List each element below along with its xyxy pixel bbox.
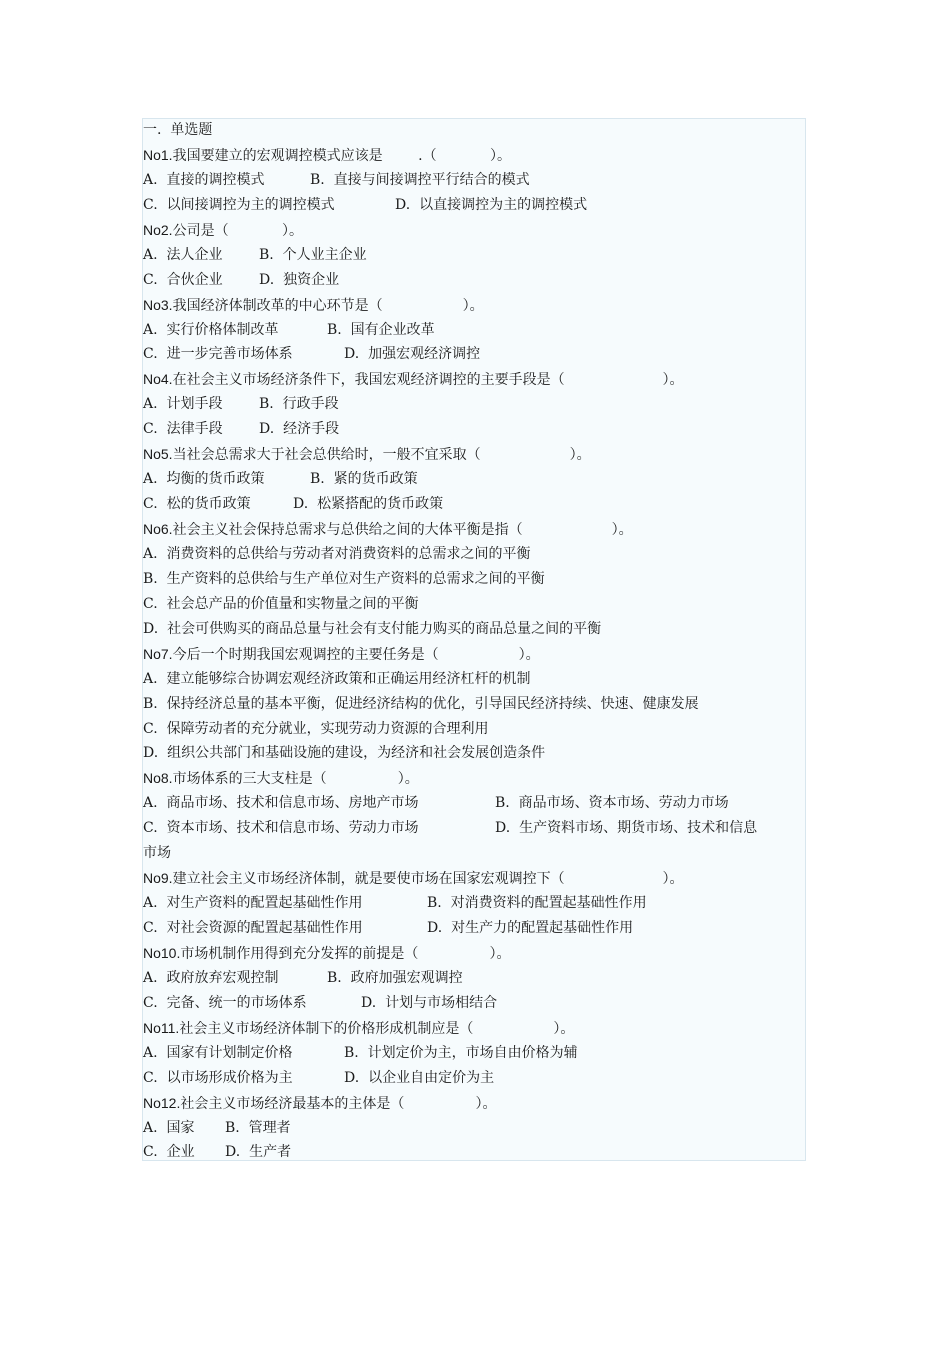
question-number: No3. [143,296,173,313]
option-row [143,392,803,417]
answer-option[interactable]: B. 个人业主企业 [259,246,367,263]
option-row [143,467,803,492]
question-text: 市场机制作用得到充分发挥的前提是（ ）。 [180,945,511,962]
answer-option[interactable]: D. 独资企业 [259,271,340,288]
question-number: No1. [143,146,173,163]
answer-option[interactable]: D. 松紧搭配的货币政策 [293,496,444,513]
answer-option[interactable]: D. 以直接调控为主的调控模式 [395,196,588,213]
answer-option[interactable]: C. 松的货币政策 [143,496,251,513]
answer-option[interactable]: D. 社会可供购买的商品总量与社会有支付能力购买的商品总量之间的平衡 [143,620,602,637]
option-row [143,692,803,717]
answer-option[interactable]: 市场 [143,845,171,862]
answer-option[interactable]: A. 国家 [143,1119,195,1136]
answer-option[interactable]: C. 以市场形成价格为主 [143,1069,293,1086]
answer-option[interactable]: B. 紧的货币政策 [310,471,418,488]
answer-option[interactable]: A. 政府放弃宏观控制 [143,969,279,986]
option-row [143,592,803,617]
option-row [143,542,803,567]
option-row [143,966,803,991]
question-number: No6. [143,521,173,537]
question-stem [143,1016,803,1041]
answer-option[interactable]: B. 直接与间接调控平行结合的模式 [310,171,530,188]
question-text: 公司是（ ）。 [172,222,303,239]
answer-option[interactable]: A. 法人企业 [143,246,223,263]
option-row [143,916,803,941]
question-stem [143,367,803,392]
answer-option[interactable]: D. 以企业自由定价为主 [344,1069,495,1086]
answer-option[interactable]: D. 生产资料市场、期货市场、技术和信息 [495,820,758,837]
answer-option[interactable]: C. 保障劳动者的充分就业，实现劳动力资源的合理利用 [143,720,489,737]
answer-option[interactable]: B. 国有企业改革 [327,321,435,338]
answer-option[interactable]: B. 商品市场、资本市场、劳动力市场 [495,795,729,812]
option-row [143,168,803,193]
answer-option[interactable]: B. 保持经济总量的基本平衡，促进经济结构的优化，引导国民经济持续、快速、健康发展 [143,695,699,712]
option-row [143,1116,803,1141]
question-text: 社会主义社会保持总需求与总供给之间的大体平衡是指（ ）。 [172,522,633,538]
answer-option[interactable]: B. 对消费资料的配置起基础性作用 [427,895,647,912]
question-stem [143,941,803,966]
answer-option[interactable]: C. 资本市场、技术和信息市场、劳动力市场 [143,820,419,837]
answer-option[interactable]: A. 建立能够综合协调宏观经济政策和正确运用经济杠杆的机制 [143,670,531,687]
option-row [143,617,803,642]
answer-option[interactable]: A. 国家有计划制定价格 [143,1044,293,1061]
answer-option[interactable]: C. 企业 [143,1144,195,1161]
question-number: No9. [143,870,173,887]
answer-option[interactable]: C. 进一步完善市场体系 [143,346,293,363]
question-number: No8. [143,770,173,787]
answer-option[interactable]: D. 组织公共部门和基础设施的建设，为经济和社会发展创造条件 [143,745,546,762]
answer-option[interactable]: B. 计划定价为主，市场自由价格为辅 [344,1044,578,1061]
answer-option[interactable]: D. 对生产力的配置起基础性作用 [427,920,634,936]
question-stem [143,143,803,168]
answer-option[interactable]: C. 法律手段 [143,421,223,438]
answer-option[interactable]: C. 社会总产品的价值量和实物量之间的平衡 [143,595,419,612]
question-number: No5. [143,446,173,463]
question-number: No11. [143,1019,180,1036]
option-row [143,717,803,742]
question-text: 在社会主义市场经济条件下，我国宏观经济调控的主要手段是（ ）。 [172,372,684,389]
answer-option[interactable]: B. 行政手段 [259,396,339,413]
answer-option[interactable]: C. 合伙企业 [143,271,223,288]
option-row [143,342,803,367]
question-number: No7. [143,645,173,662]
question-stem [143,293,803,318]
option-row [143,841,803,866]
answer-option[interactable]: A. 直接的调控模式 [143,171,265,188]
question-number: No4. [143,371,173,388]
question-stem [143,866,803,891]
option-row [143,791,803,816]
question-stem [143,766,803,791]
answer-option[interactable]: C. 完备、统一的市场体系 [143,994,307,1011]
option-row [143,492,803,517]
option-row [143,1041,803,1066]
question-text: 我国要建立的宏观调控模式应该是 .（ ）。 [172,147,512,164]
answer-option[interactable]: D. 加强宏观经济调控 [344,346,481,363]
question-stem [143,517,803,542]
answer-option[interactable]: A. 消费资料的总供给与劳动者对消费资料的总需求之间的平衡 [143,545,531,562]
question-number: No12. [143,1094,181,1111]
option-row [143,816,803,841]
answer-option[interactable]: A. 计划手段 [143,396,223,413]
option-row [143,1140,803,1165]
answer-option[interactable]: A. 商品市场、技术和信息市场、房地产市场 [143,795,419,812]
question-text: 市场体系的三大支柱是（ ）。 [172,771,419,788]
option-row [143,417,803,442]
question-stem [143,442,803,467]
section-title: 一. 单选题 [143,122,213,138]
answer-option[interactable]: B. 管理者 [225,1119,291,1136]
answer-option[interactable]: D. 生产者 [225,1144,292,1161]
answer-option[interactable]: D. 经济手段 [259,421,340,438]
question-text: 今后一个时期我国宏观调控的主要任务是（ ）。 [172,646,540,663]
answer-option[interactable]: A. 对生产资料的配置起基础性作用 [143,895,363,912]
question-text: 社会主义市场经济体制下的价格形成机制应是（ ）。 [179,1020,575,1037]
option-row [143,741,803,766]
answer-option[interactable]: B. 生产资料的总供给与生产单位对生产资料的总需求之间的平衡 [143,570,545,587]
question-text: 我国经济体制改革的中心环节是（ ）。 [172,297,484,314]
question-stem [143,1091,803,1116]
question-stem [143,642,803,667]
question-text: 社会主义市场经济最基本的主体是（ ）。 [180,1095,497,1112]
question-number: No2. [143,221,173,238]
option-row [143,243,803,268]
option-row [143,891,803,916]
option-row [143,991,803,1016]
answer-option[interactable]: A. 实行价格体制改革 [143,321,279,338]
answer-option[interactable]: B. 政府加强宏观调控 [327,969,463,986]
option-row [143,567,803,592]
question-stem [143,218,803,243]
question-text: 建立社会主义市场经济体制，就是要使市场在国家宏观调控下（ ）。 [172,871,684,888]
answer-option[interactable]: A. 均衡的货币政策 [143,471,265,488]
question-text: 当社会总需求大于社会总供给时，一般不宜采取（ ）。 [172,447,591,464]
question-number: No10. [143,944,181,961]
option-row [143,667,803,692]
option-row [143,1066,803,1091]
option-row [143,318,803,343]
question-list [143,118,803,1165]
option-row [143,193,803,218]
answer-option[interactable]: C. 以间接调控为主的调控模式 [143,196,335,213]
option-row [143,268,803,293]
answer-option[interactable]: D. 计划与市场相结合 [361,994,498,1011]
answer-option[interactable]: C. 对社会资源的配置起基础性作用 [143,920,363,936]
